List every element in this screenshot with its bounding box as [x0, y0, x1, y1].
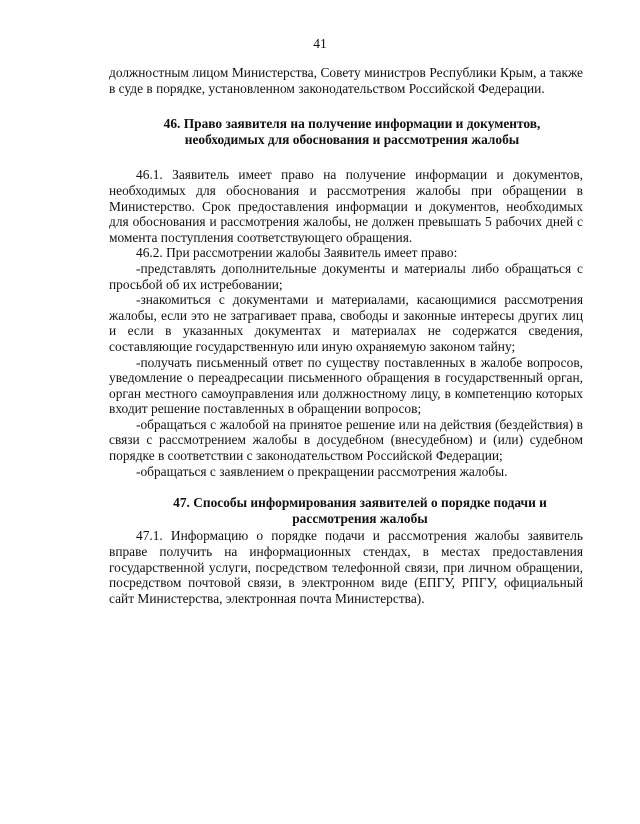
- list-item-appeal-decision: -обращаться с жалобой на принятое решение или на действия (бездействия) в связи с рассмотрением жалобы в досудебном (внесудебном) и (или) судебном порядке в соответствии с законодательством Российской Федерации;: [109, 416, 583, 464]
- paragraph-46-1: 46.1. Заявитель имеет право на получение информации и документов, необходимых для обоснования и рассмотрения жалобы при обращении в Министерство. Срок предоставления информации и документов, необходимых для обоснования и рассмотрения жалобы, не должен превышать 5 рабочих дней с момента поступления соответствующего обращения.: [109, 167, 583, 245]
- section-47-heading: [109, 495, 583, 526]
- page-number: 41: [313, 36, 327, 51]
- section-46-heading-line1: 46. Право заявителя на получение информации и документов,: [163, 116, 541, 132]
- list-item-review-documents: -знакомиться с документами и материалами, касающимися рассмотрения жалобы, если это не затрагивает права, свободы и законные интересы других лиц и если в указанных документах и материалах не содержатся сведения, составляющие государственную или иную охраняемую законом тайну;: [109, 292, 583, 354]
- section-46-heading: [109, 116, 583, 147]
- paragraph-46-2: 46.2. При рассмотрении жалобы Заявитель имеет право:: [136, 245, 458, 261]
- section-46-heading-line2: необходимых для обоснования и рассмотрения жалобы: [184, 131, 520, 147]
- intro-paragraph: должностным лицом Министерства, Совету министров Республики Крым, а также в суде в порядке, установленном законодательством Российской Федерации.: [109, 65, 583, 96]
- paragraph-47-1: 47.1. Информацию о порядке подачи и рассмотрения жалобы заявитель вправе получить на информационных стендах, в местах предоставления государственной услуги, посредством телефонной связи, при личном обращении, посредством почтовой связи, в электронном виде (ЕПГУ, РПГУ, официальный сайт Министерства, электронная почта Министерства).: [109, 528, 583, 606]
- list-item-withdraw-complaint: -обращаться с заявлением о прекращении рассмотрения жалобы.: [136, 463, 508, 479]
- section-47-heading-line2: рассмотрения жалобы: [292, 510, 428, 526]
- list-item-submit-documents: -представлять дополнительные документы и материалы либо обращаться с просьбой об их истребовании;: [109, 260, 583, 292]
- list-item-receive-answer: -получать письменный ответ по существу поставленных в жалобе вопросов, уведомление о переадресации письменного обращения в государственный орган, орган местного самоуправления или должностному лицу, в компетенцию которых входит решение поставленных в обращении вопросов;: [109, 354, 583, 417]
- section-47-heading-line1: 47. Способы информирования заявителей о порядке подачи и: [173, 495, 547, 511]
- document-body: [109, 65, 583, 606]
